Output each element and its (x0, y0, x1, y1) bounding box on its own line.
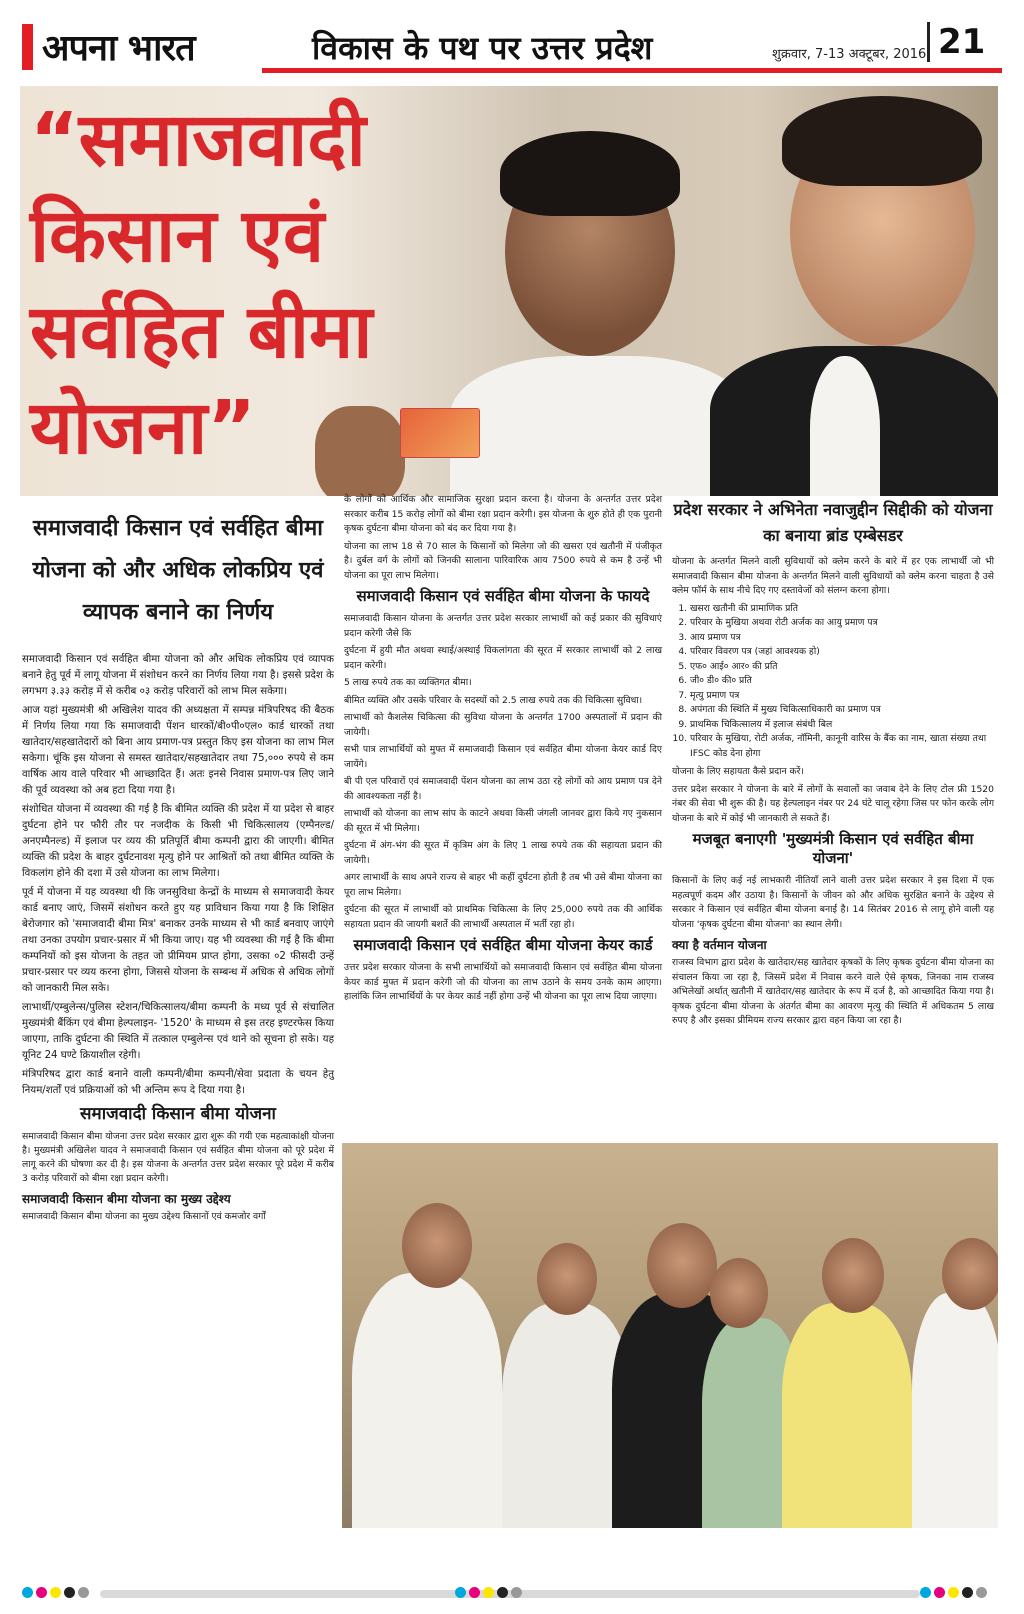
section-title: विकास के पथ पर उत्तर प्रदेश (312, 29, 653, 67)
paragraph: दुर्घटना की सूरत में लाभार्थी को प्राथमिक चिकित्सा के लिए 25,000 रुपये तक की आर्थिक सहायता प्रदान की जायगी बशर्ते की लाभार्थी अस्पताल में भर्ती रहा हो। (344, 904, 662, 930)
hero-person-right-hair (782, 96, 982, 186)
paragraph: मंत्रिपरिषद द्वारा कार्ड बनाने वाली कम्पनी/बीमा कम्पनी/सेवा प्रदाता के चयन हेतु नियम/शर्तों एवं प्रक्रियाओं को भी अन्तिम रूप दे दिया गया है। (22, 1069, 334, 1096)
article-column-1 (22, 508, 334, 1227)
paragraph: बी पी एल परिवारों एवं समाजवादी पेंशन योजना का लाभ उठा रहे लोगों को आय प्रमाण पत्र देने की आवश्यकता नहीं है। (344, 776, 662, 802)
register-dot-icon (948, 1587, 959, 1598)
hero-person-right-collar (810, 356, 880, 496)
register-dot-icon (78, 1587, 89, 1598)
register-dot-icon (920, 1587, 931, 1598)
register-dots-left (22, 1587, 89, 1598)
issue-date: शुक्रवार, 7-13 अक्टूबर, 2016 (772, 47, 927, 62)
list-item: 1. खसरा खतौनी की प्रामाणिक प्रति (690, 602, 994, 617)
register-dots-center (455, 1587, 522, 1598)
list-item: 2. परिवार के मुखिया अथवा रोटी अर्जक का आयु प्रमाण पत्र (690, 616, 994, 631)
register-dot-icon (511, 1587, 522, 1598)
masthead (22, 22, 1002, 74)
masthead-underline (262, 68, 1002, 73)
documents-list (676, 602, 994, 762)
column1-heading: समाजवादी किसान एवं सर्वहित बीमा योजना को और अधिक लोकप्रिय एवं व्यापक बनाने का निर्णय (32, 516, 324, 625)
register-dot-icon (36, 1587, 47, 1598)
hero-headline: “समाजवादी किसान एवं सर्वहित बीमा योजना” (30, 97, 373, 471)
paragraph: समाजवादी किसान बीमा योजना का मुख्य उद्देश्य किसानों एवं कमजोर वर्गों (22, 1211, 266, 1222)
paragraph: योजना का लाभ 18 से 70 साल के किसानों को मिलेगा जो की खसरा एवं खतौनी में पंजीकृत है। दुर्बल वर्ग के लोगों को जिनकी सालाना पारिवारिक आय 7500 रुपये से कम है उन्हें भी योजना का पूरा लाभ मिलेगा। (344, 540, 662, 581)
photo-person-1-face (402, 1203, 472, 1288)
list-item: 4. परिवार विवरण पत्र (जहां आवश्यक हो) (690, 645, 994, 660)
page-number: 21 (927, 22, 985, 62)
column2-heading-care-card: समाजवादी किसान एवं सर्वहित बीमा योजना केयर कार्ड (353, 936, 653, 954)
photo-person-6-face (942, 1238, 998, 1310)
list-item: 6. जी० डी० की० प्रति (690, 674, 994, 689)
list-item: 10. परिवार के मुखिया, रोटी अर्जक, नॉमिनी, कानूनी वारिस के बैंक का नाम, खाता संख्या तथा IFSC कोड देना होगा (690, 732, 994, 761)
photo-person-2-face (537, 1243, 597, 1315)
paragraph: उत्तर प्रदेश सरकार योजना के सभी लाभार्थियों को समाजवादी किसान एवं सर्वहित बीमा योजना केयर कार्ड मुफ्त में प्रदान करेगी जो की योजना का लाभ उठाने के समय उनके काम आएगा। हालांकि जिन लाभार्थियों के पर केयर कार्ड नहीं होगा उन्हें भी योजना का पूरा लाभ दिया जाएगा। (344, 962, 662, 1002)
register-dot-icon (934, 1587, 945, 1598)
register-dot-icon (962, 1587, 973, 1598)
list-item: 8. अपंगता की स्थिति में मुख्य चिकित्साधिकारी का प्रमाण पत्र (690, 703, 994, 718)
paragraph: उत्तर प्रदेश सरकार ने योजना के बारे में लोगों के सवालों का जवाब देने के लिए टोल फ्री 1520 नंबर की सेवा भी शुरू की है। यह हेल्पलाइन नंबर पर 24 घंटे चालू रहेगा जिस पर फोन करके लोग योजना के बारे में कोई भी जानकारी ले सकते हैं। (672, 783, 994, 824)
register-dot-icon (64, 1587, 75, 1598)
photo-person-5 (782, 1303, 912, 1528)
paragraph: आज यहां मुख्यमंत्री श्री अखिलेश यादव की अध्यक्षता में सम्पन्न मंत्रिपरिषद की बैठक में निर्णय लिया गया कि समाजवादी पेंशन धारकों/बी०पी०एल० कार्ड धारकों तथा खातेदार/सहखातेदारों को बिना आय प्रमाण-पत्र प्रस्तुत किए इस योजना का लाभ मिल सकेगा। चूंकि इस योजना से समस्त खातेदार/सहखातेदार तथा 75,००० रुपये से कम वार्षिक आय वाले परिवार भी आच्छादित हैं। अतः इनसे निवास प्रमाण-पत्र लिए जाने की पूर्व व्यवस्था को अब हटा दिया गया है। (22, 705, 334, 796)
list-item: 3. आय प्रमाण पत्र (690, 631, 994, 646)
photo-person-1 (352, 1273, 502, 1528)
photo-person-5-face (822, 1238, 884, 1313)
photo-person-3-face (647, 1223, 717, 1308)
list-item: 9. प्राथमिक चिकित्सालय में इलाज संबंधी बिल (690, 718, 994, 733)
list-item: 5. एफ० आई० आर० की प्रति (690, 660, 994, 675)
paragraph: संशोधित योजना में व्यवस्था की गई है कि बीमित व्यक्ति की प्रदेश में या प्रदेश से बाहर दुर्घटना होने पर फौरी तौर पर नजदीक के किसी भी चिकित्सालय (एम्पैनल्ड/अनएम्पैनल्ड) में इलाज पर व्यय की प्रतिपूर्ति बीमा कम्पनी द्वारा की जाएगी। बीमित व्यक्ति की प्रदेश के बाहर दुर्घटनावश मृत्यु होने पर आश्रितों को तथा बीमित व्यक्ति के विकलांग होने की दशा में उसे योजना का लाभ मिलेगा। (22, 804, 334, 879)
paragraph: समाजवादी किसान एवं सर्वहित बीमा योजना को और अधिक लोकप्रिय एवं व्यापक बनाने हेतु पूर्व में लागू योजना में संशोधन करने का निर्णय लिया गया है। इससे प्रदेश के लगभग ३.३३ करोड़ में से करीब ०३ करोड़ परिवारों को लाभ मिल सकेगा। (22, 654, 334, 697)
brand-logo: अपना भारत (42, 27, 195, 69)
photo-person-4-face (710, 1258, 768, 1328)
paragraph: 5 लाख रुपये तक का व्यक्तिगत बीमा। (344, 677, 472, 688)
register-dot-icon (497, 1587, 508, 1598)
paragraph: दुर्घटना में हुयी मौत अथवा स्थाई/अस्थाई विकलांगता की सूरत में सरकार लाभार्थी को 2 लाख प्रदान करेगी। (344, 645, 662, 671)
column2-heading-benefits: समाजवादी किसान एवं सर्वहित बीमा योजना के फायदे (356, 587, 650, 605)
paragraph: समाजवादी किसान योजना के अन्तर्गत उत्तर प्रदेश सरकार लाभार्थी को कई प्रकार की सुविधाएं प्रदान करेगी जैसे कि (344, 613, 662, 639)
paragraph: लाभार्थी को कैशलेस चिकित्सा की सुविधा योजना के अन्तर्गत 1700 अस्पतालों में प्रदान की जायेगी। (344, 712, 662, 738)
paragraph: के लोगों को आर्थिक और सामाजिक सुरक्षा प्रदान करना है। योजना के अन्तर्गत उत्तर प्रदेश सरकार करीब 15 करोड़ लोगों को बीमा रक्षा प्रदान करेगी। इस योजना के शुरु होते ही एक पुरानी कृषक दुर्घटना बीमा योजना को बंद कर दिया गया है। (344, 494, 662, 534)
paragraph: दुर्घटना में अंग-भंग की सूरत में कृत्रिम अंग के लिए 1 लाख रुपये तक की सहायता प्रदान की जायेगी। (344, 840, 662, 866)
article-column-3 (672, 493, 994, 1032)
photo-person-6 (912, 1293, 998, 1528)
register-dot-icon (22, 1587, 33, 1598)
paragraph: किसानों के लिए कई नई लाभकारी नीतियाँ लाने वाली उत्तर प्रदेश सरकार ने इस दिशा में एक महत्वपूर्ण कदम और उठाया है। किसानों के जीवन को और अधिक सुरक्षित बनाने के उद्देश्य से सरकार ने किसान एवं सर्वहित बीमा योजना बनाई है। 14 सितंबर 2016 से लागू होने वाली यह योजना 'कृषक दुर्घटना बीमा योजना' का स्थान लेगी। (672, 875, 994, 930)
column1-subheading: समाजवादी किसान बीमा योजना (80, 1104, 276, 1124)
column1-minihead: समाजवादी किसान बीमा योजना का मुख्य उद्देश्य (22, 1192, 231, 1206)
hero-person-left-shirt (450, 356, 750, 496)
column3-heading-ambassador: प्रदेश सरकार ने अभिनेता नवाजुद्दीन सिद्दीकी को योजना का बनाया ब्रांड एम्बेसडर (673, 500, 993, 545)
article-column-2 (344, 493, 662, 1008)
paragraph: लाभार्थी/एम्बुलेन्स/पुलिस स्टेशन/चिकित्सालय/बीमा कम्पनी के मध्य पूर्व से संचालित मुख्यमंत्री बैंकिंग एवं बीमा हेल्पलाइन- '1520' के माध्यम से इस तरह इण्टरफेस किया जाएगा, ताकि दुर्घटना की स्थिति में तत्काल एम्बुलेन्स एवं थाने को सूचना हो सके। यह यूनिट 24 घण्टे क्रियाशील रहेगी। (22, 1002, 334, 1061)
group-photo (342, 1143, 998, 1528)
paragraph: योजना के अन्तर्गत मिलने वाली सुविधायों को क्लेम करने के बारे में हर एक लाभार्थी जो भी समाजवादी किसान बीमा योजना के अन्तर्गत मिलने वाली सुविधायों को क्लेम करना चाहता है उसे क्लेम फॉर्म के साथ नीचे दिए गए दस्तावेजों को संलग्न करना होगा। (672, 556, 994, 596)
brand-red-bar (22, 24, 33, 70)
register-dot-icon (455, 1587, 466, 1598)
paragraph: राजस्व विभाग द्वारा प्रदेश के खातेदार/सह खातेदार कृषकों के लिए कृषक दुर्घटना बीमा योजना का संचालन किया जा रहा है, जिसमें प्रदेश में निवास करने वाले ऐसे कृषक, जिनका नाम राजस्व अभिलेखों अर्थात् खतौनी में खातेदार/सह खातेदार के रूप में दर्ज है, को आच्छादित किया गया है। कृषक दुर्घटना बीमा योजना के अंतर्गत बीमा का आवरण मृत्यु की स्थिति में अधिकतम 5 लाख रुपए है और इसका प्रीमियम राज्य सरकार द्वारा वहन किया जा रहा है। (672, 957, 994, 1026)
register-dots-right (920, 1587, 987, 1598)
paragraph: अगर लाभार्थी के साथ अपने राज्य से बाहर भी कहीं दुर्घटना होती है तब भी उसे बीमा योजना का पूरा लाभ मिलेगा। (344, 872, 662, 898)
column3-heading-strengthen: मजबूत बनाएगी 'मुख्यमंत्री किसान एवं सर्वहित बीमा योजना' (692, 830, 974, 867)
hero-person-left-hair (500, 131, 680, 216)
register-dot-icon (469, 1587, 480, 1598)
paragraph: सभी पात्र लाभार्थियों को मुफ्त में समाजवादी किसान एवं सर्वहित बीमा योजना केयर कार्ड दिए जायेंगे। (344, 744, 662, 770)
paragraph: पूर्व में योजना में यह व्यवस्था थी कि जनसुविधा केन्द्रों के माध्यम से समाजवादी केयर कार्ड बनाए जाएं, जिसमें संशोधन करते हुए यह प्राविधान किया गया है कि शिक्षित बेरोजगार को 'समाजवादी बीमा मित्र' बनाकर उनके माध्यम से भी कार्ड बनवाए जाएंगे तथा उनका उपयोग प्रचार-प्रसार में भी किया जाए। यह भी व्यवस्था की गई है कि बीमा कम्पनियों को इस योजना के तहत जो प्रीमियम प्राप्त होगा, उसका ०2 फीसदी उन्हें प्रचार-प्रसार पर व्यय करना होगा, जिससे योजना के सम्बन्ध में अधिक से अधिक लोगों को जानकारी मिल सके। (22, 887, 334, 994)
column3-minihead: क्या है वर्तमान योजना (672, 938, 767, 952)
paragraph: समाजवादी किसान बीमा योजना उत्तर प्रदेश सरकार द्वारा शुरू की गयी एक महत्वाकांक्षी योजना है। मुख्यमंत्री अखिलेश यादव ने समाजवादी किसान एवं सर्वहित बीमा योजना को पूरे प्रदेश में लागू करने की घोषणा कर दी है। इस योजना के अन्तर्गत उत्तर प्रदेश सरकार पूरे प्रदेश में करीब 3 करोड़ परिवारों को बीमा रक्षा प्रदान करेगी। (22, 1131, 334, 1184)
list-item: 7. मृत्यु प्रमाण पत्र (690, 689, 994, 704)
register-dot-icon (50, 1587, 61, 1598)
hero-photo (20, 86, 998, 496)
paragraph: योजना के लिए सहायता कैसे प्रदान करें। (672, 766, 804, 777)
paragraph: बीमित व्यक्ति और उसके परिवार के सदस्यों को 2.5 लाख रुपये तक की चिकित्सा सुविधा। (344, 694, 643, 706)
register-dot-icon (976, 1587, 987, 1598)
register-dot-icon (483, 1587, 494, 1598)
paragraph: लाभार्थी को योजना का लाभ सांप के काटने अथवा किसी जंगली जानवर द्वारा किये गए नुकसान की सूरत में भी मिलेगा। (344, 808, 662, 834)
